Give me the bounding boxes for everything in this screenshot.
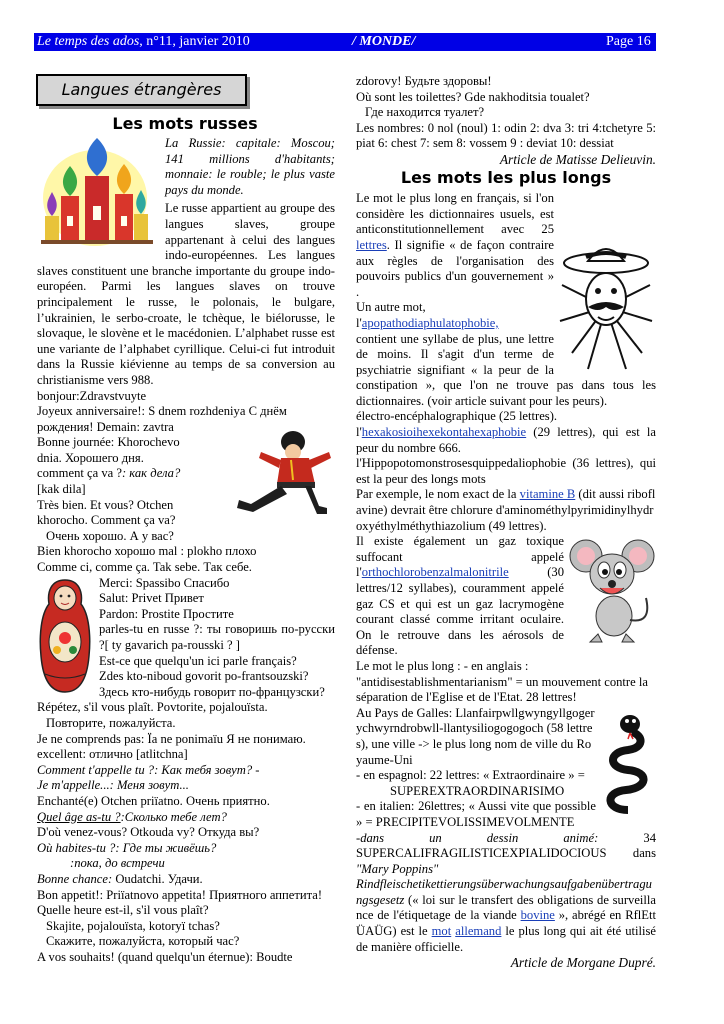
text-span: 34 SUPERCALIFRAGILISTICEXPIALIDOCIOUS dans [356, 830, 656, 861]
left-column [37, 136, 335, 965]
text-span: Par exemple, le nom exact de la [356, 487, 520, 502]
long-word-paragraph: Au Pays de Galles: Llanfairpwllgwyngyllgogerychwyrndrobwll-llantysiliogogogoch (58 lettres), une ville -> le plus long nom de ville du Royaume-Uni [356, 705, 595, 767]
snake-illustration [600, 706, 656, 816]
right-column [356, 74, 656, 971]
phrase-line: Comment t'appelle tu ?: Как тебя зовут? - [37, 762, 260, 777]
phrase-ru: : как дела? [121, 466, 181, 481]
text-span: (30 lettres/12 syllabes), couramment appelé gaz CS et qui est un gaz lacrymogène courant classé comme irritant oculaire. On le retrouve dans les aérosols de défense. [356, 565, 564, 658]
phrase-line: [kak dila] [37, 482, 86, 497]
phrase-line: parles-tu en russe ?: ты говоришь по-русски ?[ ty gavarich pa-rousski ? ] [99, 622, 335, 652]
phrase-fr: Bonne chance: [37, 871, 113, 886]
phrase-line: bonjour:Zdravstvuyte [37, 388, 147, 403]
long-word-paragraph: l'Hippopotomonstrosesquippedaliophobie (36 lettres), qui est la peur des longs mots [356, 456, 656, 486]
issue-info: , n°11, janvier 2010 [139, 34, 250, 49]
phrase-line: Comme ci, comme ça. Tak sebe. Так себе. [37, 560, 252, 575]
phrase-line: Je ne comprends pas: Ïa ne ponimaïu Я не понимаю. [37, 731, 306, 746]
phrase-line: :пока, до встречи [70, 856, 165, 871]
long-word-paragraph: - en espagnol: 22 lettres: « Extraordinaire » = [356, 768, 585, 783]
phrase-fr: comment ça va ? [37, 466, 122, 481]
long-word-paragraph: - en italien: 26lettres; « Aussi vite que possible » = PRECIPITEVOLISSIMEVOLMENTE [356, 799, 596, 829]
phrase-line: Bon appetit!: Priïatnovo appetita! Приятного аппетита! [37, 887, 323, 902]
phrase-fr: Quel âge as-tu ? [37, 809, 121, 824]
phrase-line: Где находится туалет? [365, 105, 485, 120]
phrase-line: Enchanté(e) Otchen priïatno. Очень приятно. [37, 793, 270, 808]
text-span: "Mary Poppins" [356, 861, 439, 876]
byline-matisse: Article de Matisse Delieuvin. [499, 151, 656, 167]
text-span: Un autre mot, [356, 300, 426, 315]
link-hexakosioihexekontahexaphobie[interactable]: hexakosioihexekontahexaphobie [361, 425, 527, 440]
long-word-paragraph [356, 487, 656, 534]
phrase-line: Répétez, s'il vous plaît. Povtorite, pojalouïsta. [37, 700, 268, 715]
phrase-line: Où sont les toilettes? Gde nakhoditsia toualet? [356, 89, 590, 104]
phrase-line: zdorovy! Будьте здоровы! [356, 74, 492, 88]
byline-morgane: Article de Morgane Dupré. [510, 955, 656, 971]
long-word-paragraph: électro-encéphalographique (25 lettres). [356, 409, 558, 424]
link-orthochlorobenzalmalonitrile[interactable]: orthochlorobenzalmalonitrile [361, 565, 509, 580]
long-word-paragraph: SUPEREXTRAORDINARISIMO [390, 783, 565, 798]
link-allemand[interactable]: allemand [455, 924, 502, 939]
link-vitamine-b[interactable]: vitamine B [519, 487, 576, 502]
phrase-line: Salut: Privet Привет [99, 591, 204, 606]
text-span: Il existe également un gaz toxique suffocant appelé l' [356, 534, 564, 580]
phrase-ru: Oudatchi. Удачи. [112, 871, 203, 886]
numbers-line: Les nombres: 0 nol (noul) 1: odin 2: dva 3: tri 4:tchetyre 5: piat 6: chest 7: sem 8: vossem 9 : deviat 10: dessiat [356, 120, 656, 151]
long-word-paragraph [356, 425, 656, 456]
text-span: (« loi sur le transfert des obligations de surveillance de l'étiquetage de la viande [356, 892, 656, 923]
header-publication-line [37, 33, 250, 51]
phrase-line: Quelle heure est-il, s'il vous plaît? [37, 903, 209, 918]
phrase-line: dnia. Хорошего дня. [37, 450, 144, 465]
phrase-line: Skajite, pojalouïsta, kotoryï tchas? [46, 918, 220, 933]
text-span: -dans un dessin animé: [356, 830, 599, 845]
phrase-line: A vos souhaits! (quand quelqu'un éternue): Boudte [37, 949, 293, 964]
kremlin-illustration [37, 136, 161, 254]
text-span: (dit aussi riboflavine) devrait être chlorure d'aminométhylpyrimidinylhydroxyéthylméthythiazolium (49 lettres). [356, 487, 656, 533]
cossack-dancer-illustration [231, 422, 335, 518]
phrase-line: excellent: отлично [atlitchna] [37, 747, 188, 762]
page-number: Page 16 [606, 34, 651, 49]
phrase-line: Bien khorocho хорошо mal : plokho плохо [37, 544, 257, 559]
phrase-line: D'où venez-vous? Otkouda vy? Откуда вы? [37, 825, 260, 840]
phrase-line: Повторите, пожалуйста. [46, 715, 176, 730]
article-title-long-words: Les mots les plus longs [400, 167, 612, 187]
phrase-line: Скажите, пожалуйста, который час? [46, 934, 240, 949]
mustached-man-illustration [558, 241, 656, 377]
text-span: (29 lettres), qui est la peur du nombre 666. [356, 425, 656, 455]
text-span: . Il signifie « de façon contraire aux règles de l'organisation des pouvoirs publics d'un gouvernement » . [356, 237, 554, 299]
text-span: le plus long qui ait été utilisé de manière officielle. [356, 924, 656, 954]
link-lettres[interactable]: lettres [356, 237, 387, 252]
phrase-line: Bonne journée: Khorochevo [37, 435, 180, 450]
phrase-line: рождения! Demain: zavtra [37, 419, 174, 434]
text-span: l' [356, 315, 362, 330]
long-word-paragraph [356, 831, 656, 878]
link-mot[interactable]: mot [431, 924, 452, 939]
section-box-title: Langues étrangères [36, 74, 247, 106]
text-span: l' [356, 425, 362, 440]
phrase-line: Здесь кто-нибудь говорит по-французски? [99, 684, 325, 699]
russian-intro-paragraph: Le russe appartient au groupe des langues slaves, groupe appartenant à celui des langues indo-européennes. Les langues slaves constituent une branche importante du groupe indo-européen. Parmi les langues slaves on trouve principalement le russe, le polonais, le bulgare, l’ukrainien, le serbo-croate, le tchèque, le biélorusse, le slovaque, le slovène et le macédonien. L’alphabet russe est une variante de l’alphabet cyrillique. Celui-ci fut introduit dans la Russie kiévienne au temps de sa conversion au christianisme vers 988. [37, 201, 335, 387]
long-word-paragraph [356, 877, 656, 955]
link-bovine[interactable]: bovine [520, 908, 555, 923]
text-span: Le mot le plus long en français, si l'on considère les dictionnaires usuels, est anticonstitutionnellement avec 25 [356, 191, 554, 237]
long-word-paragraph: Le mot le plus long : - en anglais : "antidisestablishmentarianism" = un mouvement contre la séparation de l'Eglise et de l'Etat. 28 lettres! [356, 658, 648, 705]
phrase-line [37, 872, 335, 888]
mouse-illustration [568, 534, 656, 646]
phrase-line: Joyeux anniversaire!: S dnem rozhdeniya С днём [37, 404, 287, 419]
publication-name: Le temps des ados [37, 34, 140, 49]
text-span: », abrégé en RflEttÜAÜG) est le [356, 908, 656, 939]
page-header [34, 33, 656, 51]
matryoshka-doll-illustration [37, 576, 95, 696]
phrase-line: Zdes kto-niboud govorit po-frantsouzski? [99, 669, 309, 684]
russia-facts: La Russie: capitale: Moscou; 141 millions d'habitants; monnaie: le rouble; le plus vaste pays du monde. [165, 136, 335, 197]
phrase-ru: :Сколько тебе лет? [120, 809, 227, 824]
article-title-russian: Les mots russes [112, 114, 258, 133]
phrase-line: Très bien. Et vous? Otchen [37, 497, 174, 512]
section-label: / MONDE/ [352, 34, 416, 49]
text-span: Rindfleischetikettierungsüberwachungsaufgabenübertragungsgesetz [356, 877, 652, 907]
phrase-line: Очень хорошо. А у вас? [46, 528, 174, 543]
phrase-line: khorocho. Comment ça va? [37, 513, 176, 528]
phrase-line: Est-ce que quelqu'un ici parle français? [99, 653, 297, 668]
phrase-line [37, 810, 335, 826]
phrase-line: Je m'appelle...: Меня зовут... [37, 778, 189, 793]
text-span: contient une syllabe de plus, une lettre de moins. Il s'agit d'un terme de psychiatrie signifiant « la peur de la constipation », que l'on ne trouve pas dans tous les dictionnaires. (voir article suivant pour les peurs). [356, 331, 656, 408]
phrase-line: Merci: Spassibo Спасибо [99, 575, 230, 590]
phrase-line: Pardon: Prostite Простите [99, 606, 234, 621]
link-apopathodiaphulatophobie[interactable]: apopathodiaphulatophobie, [361, 315, 499, 330]
phrase-line: Où habites-tu ?: Где ты живёшь? [37, 840, 217, 855]
